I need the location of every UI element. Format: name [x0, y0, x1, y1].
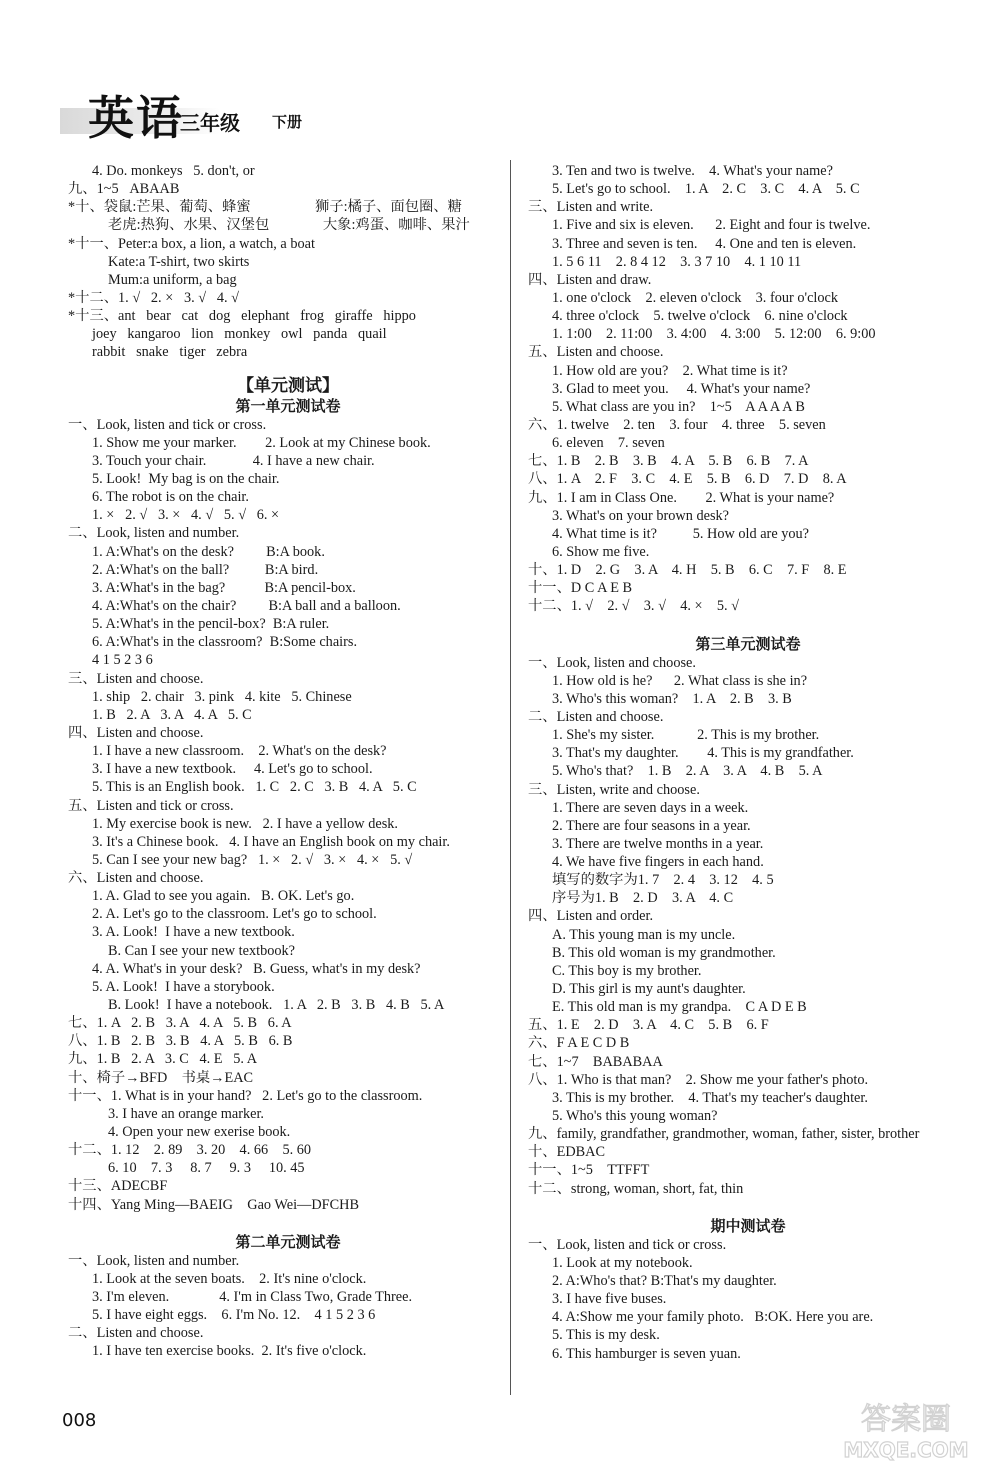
answer-line: 十二、1. √ 2. √ 3. √ 4. × 5. √	[528, 598, 740, 615]
answer-line: *十一、Peter:a box, a lion, a watch, a boat	[68, 235, 315, 252]
answer-line: 1. Show me your marker. 2. Look at my Chinese book.	[92, 434, 431, 451]
answer-line: 4. three o'clock 5. twelve o'clock 6. nine o'clock	[552, 308, 848, 325]
answer-line: 十、EDBAC	[528, 1144, 606, 1161]
answer-line: joey kangaroo lion monkey owl panda quail	[92, 326, 387, 343]
answer-line: 6. 10 7. 3 8. 7 9. 3 10. 45	[108, 1160, 305, 1177]
answer-line: 4. What time is it? 5. How old are you?	[552, 525, 810, 542]
answer-line: 4 1 5 2 3 6	[92, 652, 153, 669]
answer-line: rabbit snake tiger zebra	[92, 344, 248, 361]
answer-line: 1. There are seven days in a week.	[552, 799, 749, 816]
answer-line: 3. Three and seven is ten. 4. One and ten is eleven.	[552, 235, 857, 252]
answer-line: 3. I have an orange marker.	[108, 1105, 265, 1122]
column-divider	[510, 160, 511, 1395]
answer-line: 十、1. D 2. G 3. A 4. H 5. B 6. C 7. F 8. E	[528, 562, 847, 579]
answer-line: 三、Listen and choose.	[68, 670, 204, 687]
answer-line: A. This young man is my uncle.	[552, 926, 736, 943]
answer-column-right	[528, 162, 968, 1363]
answer-line: 1. 5 6 11 2. 8 4 12 3. 3 7 10 4. 1 10 11	[552, 253, 802, 270]
answer-line: 1. My exercise book is new. 2. I have a yellow desk.	[92, 815, 398, 832]
answer-line: 一、Look, listen and tick or cross.	[68, 416, 267, 433]
answer-column-left	[68, 162, 508, 1361]
answer-line: 4. We have five fingers in each hand.	[552, 854, 764, 871]
answer-line: 2. A:Who's that? B:That's my daughter.	[552, 1273, 777, 1290]
answer-line: B. This old woman is my grandmother.	[552, 944, 776, 961]
answer-line: 5. What class are you in? 1~5 A A A A B	[552, 398, 805, 415]
answer-line: *十三、ant bear cat dog elephant frog giraffe hippo	[68, 308, 416, 325]
answer-line: B. Look! I have a notebook. 1. A 2. B 3. B 4. B 5. A	[108, 997, 445, 1014]
watermark-text-top: 答案圈	[861, 1402, 951, 1437]
answer-line: 3. I have five buses.	[552, 1291, 667, 1308]
answer-line: 1. I have a new classroom. 2. What's on the desk?	[92, 743, 387, 760]
answer-line: 3. There are twelve months in a year.	[552, 835, 764, 852]
answer-line: E. This old man is my grandpa. C A D E B	[552, 999, 807, 1016]
answer-line: 八、1. B 2. B 3. B 4. A 5. B 6. B	[68, 1033, 293, 1050]
answer-line: 五、Listen and choose.	[528, 344, 664, 361]
answer-line: 三、Listen, write and choose.	[528, 781, 700, 798]
answer-line: 六、1. twelve 2. ten 3. four 4. three 5. seven	[528, 416, 826, 433]
answer-line: 序号为1. B 2. D 3. A 4. C	[552, 890, 734, 907]
answer-line: 3. Who's this woman? 1. A 2. B 3. B	[552, 690, 792, 707]
answer-line: 3. Glad to meet you. 4. What's your name?	[552, 380, 811, 397]
answer-line: 1. 1:00 2. 11:00 3. 4:00 4. 3:00 5. 12:00 6. 9:00	[552, 326, 876, 343]
answer-line: 1. A:What's on the desk? B:A book.	[92, 543, 325, 560]
answer-line: 十四、Yang Ming—BAEIG Gao Wei—DFCHB	[68, 1196, 360, 1213]
answer-line: 1. She's my sister. 2. This is my brother.	[552, 727, 820, 744]
answer-line: 4. Open your new exerise book.	[108, 1124, 291, 1141]
watermark-text-bottom: MXQE.COM	[843, 1438, 969, 1462]
answer-line: 5. This is my desk.	[552, 1327, 660, 1344]
section-heading: 第一单元测试卷	[235, 396, 341, 415]
answer-line: 八、1. Who is that man? 2. Show me your father's photo.	[528, 1071, 869, 1088]
answer-line: 六、F A E C D B	[528, 1035, 630, 1052]
answer-line: 十二、strong, woman, short, fat, thin	[528, 1180, 744, 1197]
answer-line: D. This girl is my aunt's daughter.	[552, 981, 746, 998]
answer-line: 1. ship 2. chair 3. pink 4. kite 5. Chinese	[92, 688, 352, 705]
grade-label: 三年级	[180, 111, 240, 135]
answer-line: 十二、1. 12 2. 89 3. 20 4. 66 5. 60	[68, 1142, 312, 1159]
answer-line: 3. That's my daughter. 4. This is my grandfather.	[552, 745, 854, 762]
answer-line: 二、Listen and choose.	[528, 708, 664, 725]
answer-line: 十三、ADECBF	[68, 1178, 168, 1195]
answer-line: 九、family, grandfather, grandmother, woman, father, sister, brother	[528, 1126, 920, 1143]
section-heading: 期中测试卷	[710, 1216, 786, 1235]
section-heading: 第二单元测试卷	[235, 1232, 341, 1251]
answer-line: 二、Look, listen and number.	[68, 525, 240, 542]
answer-line: 4. Do. monkeys 5. don't, or	[92, 163, 255, 179]
answer-line: 5. I have eight eggs. 6. I'm No. 12. 4 1 5 2 3 6	[92, 1307, 376, 1324]
answer-line: 6. The robot is on the chair.	[92, 489, 249, 506]
answer-line: 6. This hamburger is seven yuan.	[552, 1345, 741, 1362]
answer-line: 1. How old is he? 2. What class is she in?	[552, 672, 808, 689]
answer-line: 4. A. What's in your desk? B. Guess, what's in my desk?	[92, 960, 421, 977]
answer-line: 二、Listen and choose.	[68, 1325, 204, 1342]
answer-line: 四、Listen and order.	[528, 908, 654, 925]
answer-line: 5. Who's that? 1. B 2. A 3. A 4. B 5. A	[552, 763, 823, 780]
answer-line: 四、Listen and draw.	[528, 271, 652, 288]
answer-line: 八、1. A 2. F 3. C 4. E 5. B 6. D 7. D 8. A	[528, 471, 847, 488]
answer-line: 3. What's on your brown desk?	[552, 507, 730, 524]
answer-line: 1. × 2. √ 3. × 4. √ 5. √ 6. ×	[92, 507, 280, 524]
answer-line: 5. Let's go to school. 1. A 2. C 3. C 4. A 5. C	[552, 181, 860, 198]
answer-line: 5. A:What's in the pencil-box? B:A ruler.	[92, 616, 330, 633]
answer-line: 3. Ten and two is twelve. 4. What's your name?	[552, 163, 833, 179]
answer-line: 5. This is an English book. 1. C 2. C 3. B 4. A 5. C	[92, 779, 417, 796]
answer-line: 十一、1~5 TTFFT	[528, 1162, 650, 1179]
answer-line: *十二、1. √ 2. × 3. √ 4. √	[68, 289, 239, 306]
page-number: 008	[62, 1410, 97, 1431]
answer-line: 6. eleven 7. seven	[552, 435, 665, 452]
section-heading: 第三单元测试卷	[695, 634, 801, 653]
answer-line: 1. Five and six is eleven. 2. Eight and four is twelve.	[552, 217, 871, 234]
answer-line: 五、1. E 2. D 3. A 4. C 5. B 6. F	[528, 1017, 769, 1034]
answer-line: 3. A:What's in the bag? B:A pencil-box.	[92, 579, 356, 596]
volume-label: 下册	[272, 113, 303, 131]
answer-line: 1. How old are you? 2. What time is it?	[552, 362, 788, 379]
answer-line: 6. Show me five.	[552, 543, 650, 560]
answer-line: 五、Listen and tick or cross.	[68, 797, 234, 814]
answer-line: 六、Listen and choose.	[68, 870, 204, 887]
answer-line: 十一、1. What is in your hand? 2. Let's go to the classroom.	[68, 1087, 423, 1104]
page-header	[0, 0, 1000, 150]
answer-line: 一、Look, listen and choose.	[528, 654, 696, 671]
answer-line: 3. Touch your chair. 4. I have a new chair.	[92, 452, 375, 469]
answer-line: 3. A. Look! I have a new textbook.	[92, 924, 295, 941]
answer-line: 七、1. B 2. B 3. B 4. A 5. B 6. B 7. A	[528, 453, 809, 470]
answer-line: 4. A:What's on the chair? B:A ball and a balloon.	[92, 597, 401, 614]
answer-line: 九、1~5 ABAAB	[68, 181, 180, 198]
answer-line: 5. Who's this young woman?	[552, 1108, 718, 1125]
answer-line: 1. B 2. A 3. A 4. A 5. C	[92, 706, 252, 723]
answer-line: 3. I have a new textbook. 4. Let's go to school.	[92, 761, 373, 778]
answer-line: 七、1. A 2. B 3. A 4. A 5. B 6. A	[68, 1015, 292, 1032]
answer-line: Mum:a uniform, a bag	[108, 271, 237, 288]
answer-line: 3. This is my brother. 4. That's my teacher's daughter.	[552, 1089, 868, 1106]
answer-line: 2. A. Let's go to the classroom. Let's go to school.	[92, 906, 377, 923]
watermark-logo	[826, 1395, 986, 1465]
answer-line: C. This boy is my brother.	[552, 962, 702, 979]
answer-line: 一、Look, listen and number.	[68, 1252, 240, 1269]
answer-line: 3. I'm eleven. 4. I'm in Class Two, Grade Three.	[92, 1289, 413, 1306]
answer-line: *十、袋鼠:芒果、葡萄、蜂蜜 狮子:橘子、面包圈、糖	[68, 199, 462, 216]
answer-line: 三、Listen and write.	[528, 199, 654, 216]
answer-line: 1. A. Glad to see you again. B. OK. Let's go.	[92, 888, 355, 905]
answer-line: Kate:a T-shirt, two skirts	[108, 253, 250, 270]
answer-line: 6. A:What's in the classroom? B:Some chairs.	[92, 634, 358, 651]
answer-line: 填写的数字为1. 7 2. 4 3. 12 4. 5	[552, 872, 774, 889]
answer-line: 2. There are four seasons in a year.	[552, 817, 751, 834]
answer-line: 1. one o'clock 2. eleven o'clock 3. four o'clock	[552, 289, 839, 306]
answer-line: 1. I have ten exercise books. 2. It's five o'clock.	[92, 1343, 367, 1360]
answer-line: 十、椅子→BFD 书桌→EAC	[68, 1069, 254, 1086]
subject-title: 英语	[88, 91, 184, 145]
section-heading: 【单元测试】	[237, 375, 339, 396]
answer-line: 九、1. B 2. A 3. C 4. E 5. A	[68, 1051, 258, 1068]
answer-line: 一、Look, listen and tick or cross.	[528, 1236, 727, 1253]
answer-line: 老虎:热狗、水果、汉堡包 大象:鸡蛋、咖啡、果汁	[108, 217, 470, 234]
answer-line: 2. A:What's on the ball? B:A bird.	[92, 561, 319, 578]
answer-line: 九、1. I am in Class One. 2. What is your name?	[528, 489, 835, 506]
answer-line: B. Can I see your new textbook?	[108, 942, 296, 959]
answer-line: 十一、D C A E B	[528, 580, 633, 597]
answer-line: 5. Can I see your new bag? 1. × 2. √ 3. × 4. × 5. √	[92, 851, 413, 868]
answer-line: 1. Look at my notebook.	[552, 1254, 693, 1271]
answer-line: 4. A:Show me your family photo. B:OK. Here you are.	[552, 1309, 874, 1326]
answer-line: 5. Look! My bag is on the chair.	[92, 470, 280, 487]
answer-line: 5. A. Look! I have a storybook.	[92, 978, 275, 995]
answer-line: 四、Listen and choose.	[68, 724, 204, 741]
answer-line: 3. It's a Chinese book. 4. I have an English book on my chair.	[92, 833, 450, 850]
answer-line: 七、1~7 BABABAA	[528, 1053, 663, 1070]
answer-line: 1. Look at the seven boats. 2. It's nine o'clock.	[92, 1270, 367, 1287]
